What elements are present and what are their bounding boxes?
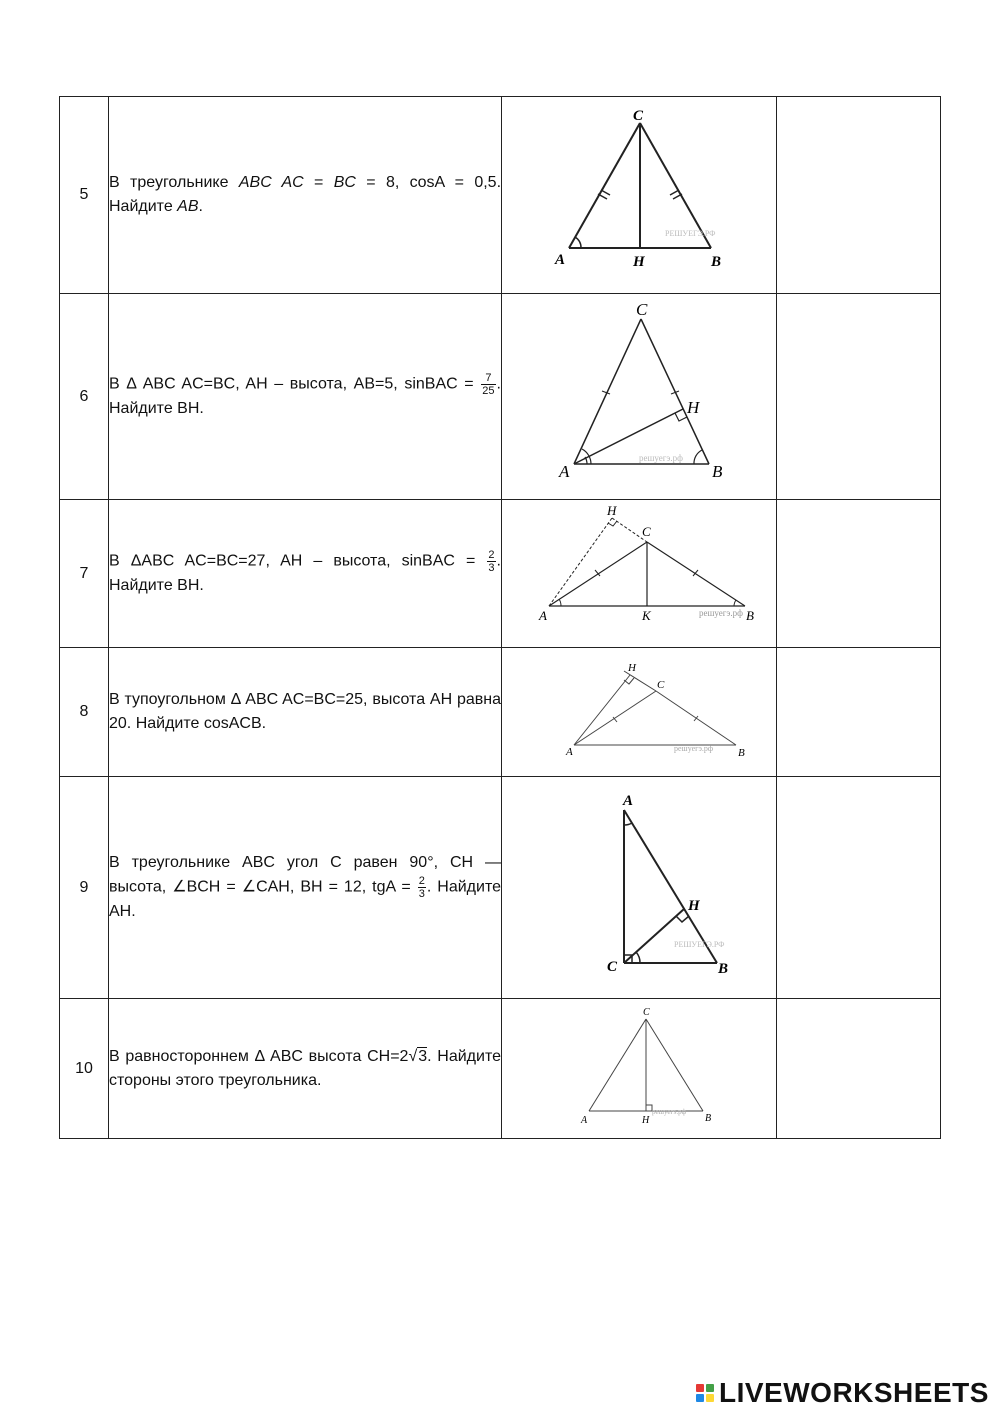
task-number: 5 xyxy=(60,97,109,294)
task-text: В ΔABC AC=BC=27, AH – высота, sinBAC = $\frac{2}{3}$ . Найдите BH. xyxy=(109,500,502,648)
svg-text:решуегэ.рф: решуегэ.рф xyxy=(699,608,743,618)
logo-square-red xyxy=(696,1384,704,1392)
sqrt-radicand: 3 xyxy=(418,1047,428,1065)
task-text: В треугольнике ABC угол C равен 90°, CH — высота, ∠BCH = ∠CAH, BH = 12, tgA = $\frac{2}{3}$ . Найдите AH. xyxy=(109,777,502,999)
svg-text:A: A xyxy=(555,251,566,268)
task-row xyxy=(60,294,941,500)
svg-text:C: C xyxy=(607,959,618,975)
svg-text:H: H xyxy=(687,398,700,417)
task-number: 8 xyxy=(60,648,109,777)
svg-text:B: B xyxy=(746,608,754,623)
svg-text:РЕШУЕГЭ.РФ: РЕШУЕГЭ.РФ xyxy=(674,940,725,949)
task-number: 9 xyxy=(60,777,109,999)
svg-text:B: B xyxy=(718,961,729,977)
task-figure xyxy=(502,777,777,999)
answer-cell[interactable] xyxy=(777,97,941,294)
svg-text:H: H xyxy=(642,1115,650,1126)
svg-text:K: K xyxy=(642,608,651,623)
svg-text:РЕШУЕГЭ.РФ: РЕШУЕГЭ.РФ xyxy=(665,228,716,238)
task-figure xyxy=(502,294,777,500)
task-figure xyxy=(502,97,777,294)
logo-square-blue xyxy=(696,1394,704,1402)
task-text: В Δ ABC AC=BC, AH – высота, AB=5, sinBAC = $\frac{7}{25}$ . Найдите BH. xyxy=(109,294,502,500)
answer-cell[interactable] xyxy=(777,500,941,648)
svg-text:C: C xyxy=(633,107,644,124)
svg-text:решуегэ.рф: решуегэ.рф xyxy=(639,453,683,463)
task-row xyxy=(60,777,941,999)
triangle-figure xyxy=(524,655,754,765)
task-row xyxy=(60,648,941,777)
answer-cell[interactable] xyxy=(777,648,941,777)
svg-text:A: A xyxy=(623,793,634,809)
svg-text:A: A xyxy=(581,1115,588,1126)
logo-square-green xyxy=(706,1384,714,1392)
svg-text:B: B xyxy=(711,253,722,270)
fraction: $\frac{2}{3}$ xyxy=(418,875,425,900)
fraction: $\frac{2}{3}$ xyxy=(488,549,495,574)
task-text: В треугольнике ABC AC = BC = 8, cosA = 0,5. Найдите AB. xyxy=(109,97,502,294)
svg-text:решуегэ.рф: решуегэ.рф xyxy=(652,1108,687,1116)
svg-text:A: A xyxy=(559,462,570,481)
task-number: 10 xyxy=(60,999,109,1139)
task-text: В тупоугольном Δ ABC AC=BC=25, высота AH равна 20. Найдите cosACB. xyxy=(109,648,502,777)
svg-text:C: C xyxy=(642,524,651,539)
answer-cell[interactable] xyxy=(777,999,941,1139)
task-row xyxy=(60,97,941,294)
liveworksheets-icon xyxy=(696,1384,714,1402)
brand-name: LIVEWORKSHEETS xyxy=(719,1377,989,1408)
liveworksheets-logo[interactable] xyxy=(696,1376,989,1410)
task-row xyxy=(60,999,941,1139)
task-figure xyxy=(502,999,777,1139)
svg-text:B: B xyxy=(712,462,723,481)
task-figure xyxy=(502,648,777,777)
logo-square-yellow xyxy=(706,1394,714,1402)
svg-text:C: C xyxy=(636,300,648,319)
svg-text:H: H xyxy=(607,506,617,518)
fraction: $\frac{7}{25}$ xyxy=(482,372,495,397)
answer-cell[interactable] xyxy=(777,777,941,999)
svg-text:C: C xyxy=(657,678,665,691)
svg-text:B: B xyxy=(738,746,745,759)
triangle-figure xyxy=(529,299,749,489)
task-number: 6 xyxy=(60,294,109,500)
svg-text:A: A xyxy=(539,608,547,623)
triangle-figure xyxy=(529,1001,749,1131)
triangle-figure xyxy=(509,506,769,636)
answer-cell[interactable] xyxy=(777,294,941,500)
svg-text:H: H xyxy=(688,898,700,914)
task-row xyxy=(60,500,941,648)
task-text: В равностороннем Δ ABC высота CH=2√3. Найдите стороны этого треугольника. xyxy=(109,999,502,1139)
svg-text:H: H xyxy=(633,253,645,270)
triangle-figure xyxy=(529,108,749,278)
triangle-figure xyxy=(529,785,749,985)
task-figure xyxy=(502,500,777,648)
svg-text:решуегэ.рф: решуегэ.рф xyxy=(674,743,714,753)
svg-text:H: H xyxy=(628,661,636,674)
svg-text:C: C xyxy=(643,1007,650,1018)
svg-text:B: B xyxy=(705,1113,712,1124)
task-number: 7 xyxy=(60,500,109,648)
svg-text:A: A xyxy=(566,745,573,758)
tasks-table xyxy=(59,96,941,1139)
